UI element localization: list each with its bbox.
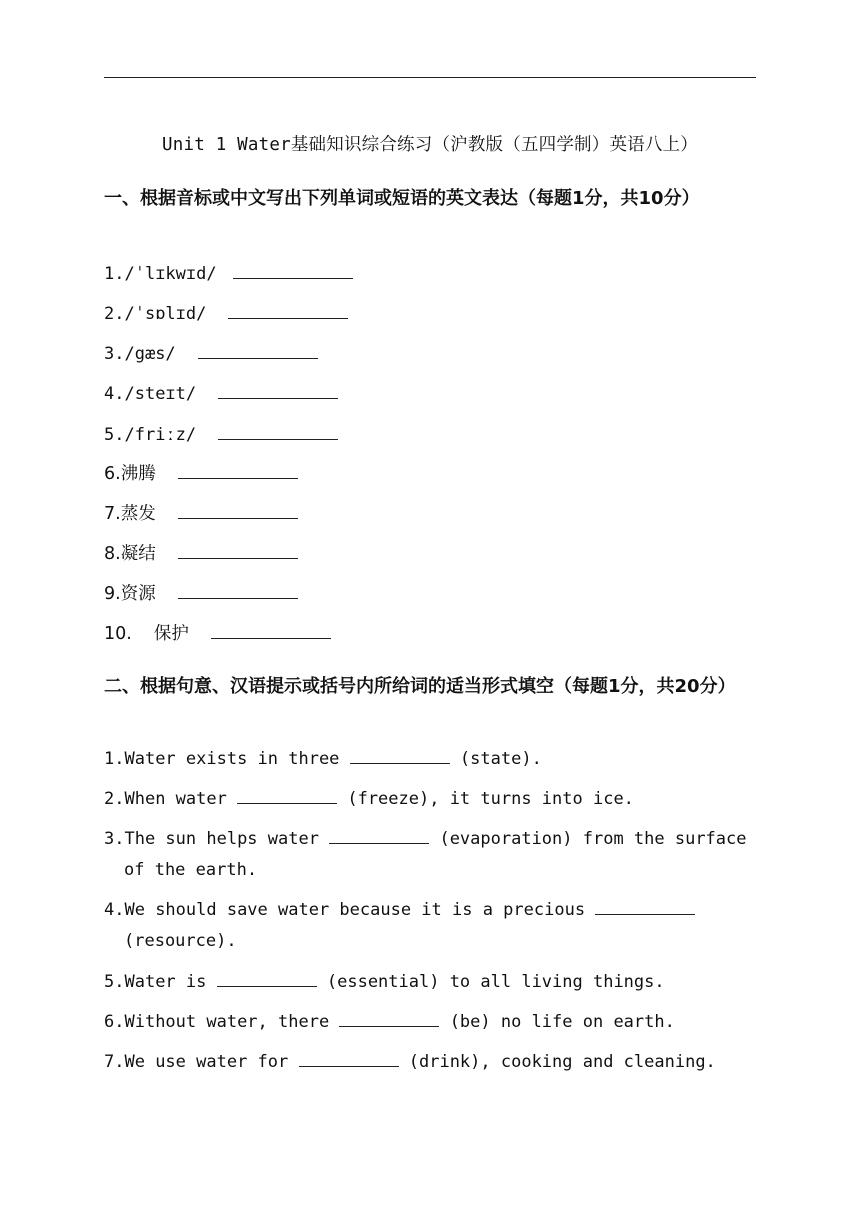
- answer-blank[interactable]: [218, 423, 338, 440]
- s1-item-3: 3./gæs/: [104, 342, 756, 364]
- header-rule: [104, 77, 756, 78]
- answer-blank[interactable]: [595, 898, 695, 915]
- answer-blank[interactable]: [178, 462, 298, 479]
- answer-blank[interactable]: [218, 382, 338, 399]
- s2-item-6: 6.Without water, there (be) no life on earth.: [104, 1012, 675, 1032]
- s1-item-1: 1./ˈlɪkwɪd/: [104, 262, 756, 284]
- answer-blank[interactable]: [228, 302, 348, 319]
- answer-blank[interactable]: [329, 827, 429, 844]
- s2-item-4: 4.We should save water because it is a precious (resource).: [104, 895, 756, 957]
- answer-blank[interactable]: [299, 1050, 399, 1067]
- s1-item-7: 7.蒸发: [104, 502, 756, 524]
- s1-item-5: 5./friːz/: [104, 423, 756, 445]
- s1-item-10: 10. 保护: [104, 622, 756, 644]
- s1-item-2: 2./ˈsɒlɪd/: [104, 302, 756, 324]
- answer-blank[interactable]: [211, 622, 331, 639]
- s2-item-5: 5.Water is (essential) to all living things.: [104, 972, 665, 992]
- answer-blank[interactable]: [339, 1010, 439, 1027]
- answer-blank[interactable]: [178, 542, 298, 559]
- answer-blank[interactable]: [178, 582, 298, 599]
- answer-blank[interactable]: [217, 970, 317, 987]
- s1-item-6: 6.沸腾: [104, 462, 756, 484]
- s2-item-2: 2.When water (freeze), it turns into ice.: [104, 789, 634, 809]
- document-title: Unit 1 Water基础知识综合练习（沪教版（五四学制）英语八上）: [162, 135, 698, 155]
- answer-blank[interactable]: [233, 262, 353, 279]
- s1-item-9: 9.资源: [104, 582, 756, 604]
- s1-item-8: 8.凝结: [104, 542, 756, 564]
- s2-item-1: 1.Water exists in three (state).: [104, 749, 542, 769]
- answer-blank[interactable]: [237, 787, 337, 804]
- answer-blank[interactable]: [198, 342, 318, 359]
- s2-item-7: 7.We use water for (drink), cooking and cleaning.: [104, 1052, 716, 1072]
- answer-blank[interactable]: [178, 502, 298, 519]
- section-1-heading: 一、根据音标或中文写出下列单词或短语的英文表达（每题1分，共10分）: [104, 188, 700, 209]
- s2-item-3: 3.The sun helps water (evaporation) from the surface of the earth.: [104, 829, 747, 880]
- s1-item-4: 4./steɪt/: [104, 382, 756, 404]
- answer-blank[interactable]: [350, 747, 450, 764]
- section-2-heading: 二、根据句意、汉语提示或括号内所给词的适当形式填空（每题1分，共20分）: [104, 676, 736, 697]
